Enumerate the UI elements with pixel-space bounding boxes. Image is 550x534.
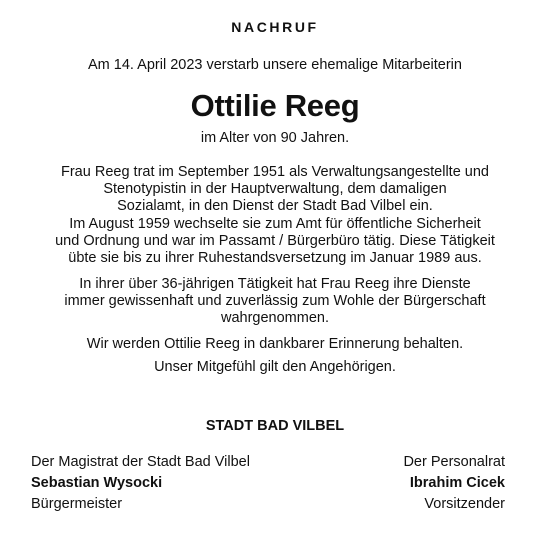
text-line: Frau Reeg trat im September 1951 als Verwaltungsangestellte und — [61, 164, 489, 180]
deceased-name: Ottilie Reeg — [190, 88, 360, 123]
notice-heading: NACHRUF — [231, 19, 319, 35]
signatory-body: Der Magistrat der Stadt Bad Vilbel — [31, 454, 250, 470]
intro-line: Am 14. April 2023 verstarb unsere ehemalige Mitarbeiterin — [88, 57, 462, 73]
signatory-role: Bürgermeister — [31, 496, 123, 512]
text-line: wahrgenommen. — [221, 310, 329, 327]
tribute-paragraph — [18, 276, 532, 328]
text-line: und Ordnung und war im Passamt / Bürgerbüro tätig. Diese Tätigkeit — [55, 232, 495, 249]
signatory-name: Sebastian Wysocki — [31, 475, 163, 491]
text-line: Im August 1959 wechselte sie zum Amt für öffentliche Sicherheit — [69, 215, 481, 232]
signatory-body: Der Personalrat — [403, 454, 505, 470]
signatory-role: Vorsitzender — [424, 496, 505, 512]
age-line: im Alter von 90 Jahren. — [200, 130, 350, 146]
career-paragraph — [18, 164, 532, 267]
condolence-line: Unser Mitgefühl gilt den Angehörigen. — [154, 359, 396, 375]
text-line: Stenotypistin in der Hauptverwaltung, dem damaligen — [103, 181, 447, 198]
text-line: Sozialamt, in den Dienst der Stadt Bad Vilbel ein. — [117, 198, 433, 215]
text-line: übte sie bis zu ihrer Ruhestandsversetzung im Januar 1989 aus. — [68, 250, 482, 267]
signatory-right — [403, 452, 505, 515]
remembrance-line: Wir werden Ottilie Reeg in dankbarer Erinnerung behalten. — [86, 336, 464, 352]
text-line: In ihrer über 36-jährigen Tätigkeit hat Frau Reeg ihre Dienste — [79, 276, 471, 292]
text-line: immer gewissenhaft und zuverlässig zum Wohle der Bürgerschaft — [64, 293, 486, 310]
organization-name: STADT BAD VILBEL — [205, 418, 345, 434]
signatory-left — [31, 452, 250, 515]
signatory-name: Ibrahim Cicek — [409, 475, 505, 491]
